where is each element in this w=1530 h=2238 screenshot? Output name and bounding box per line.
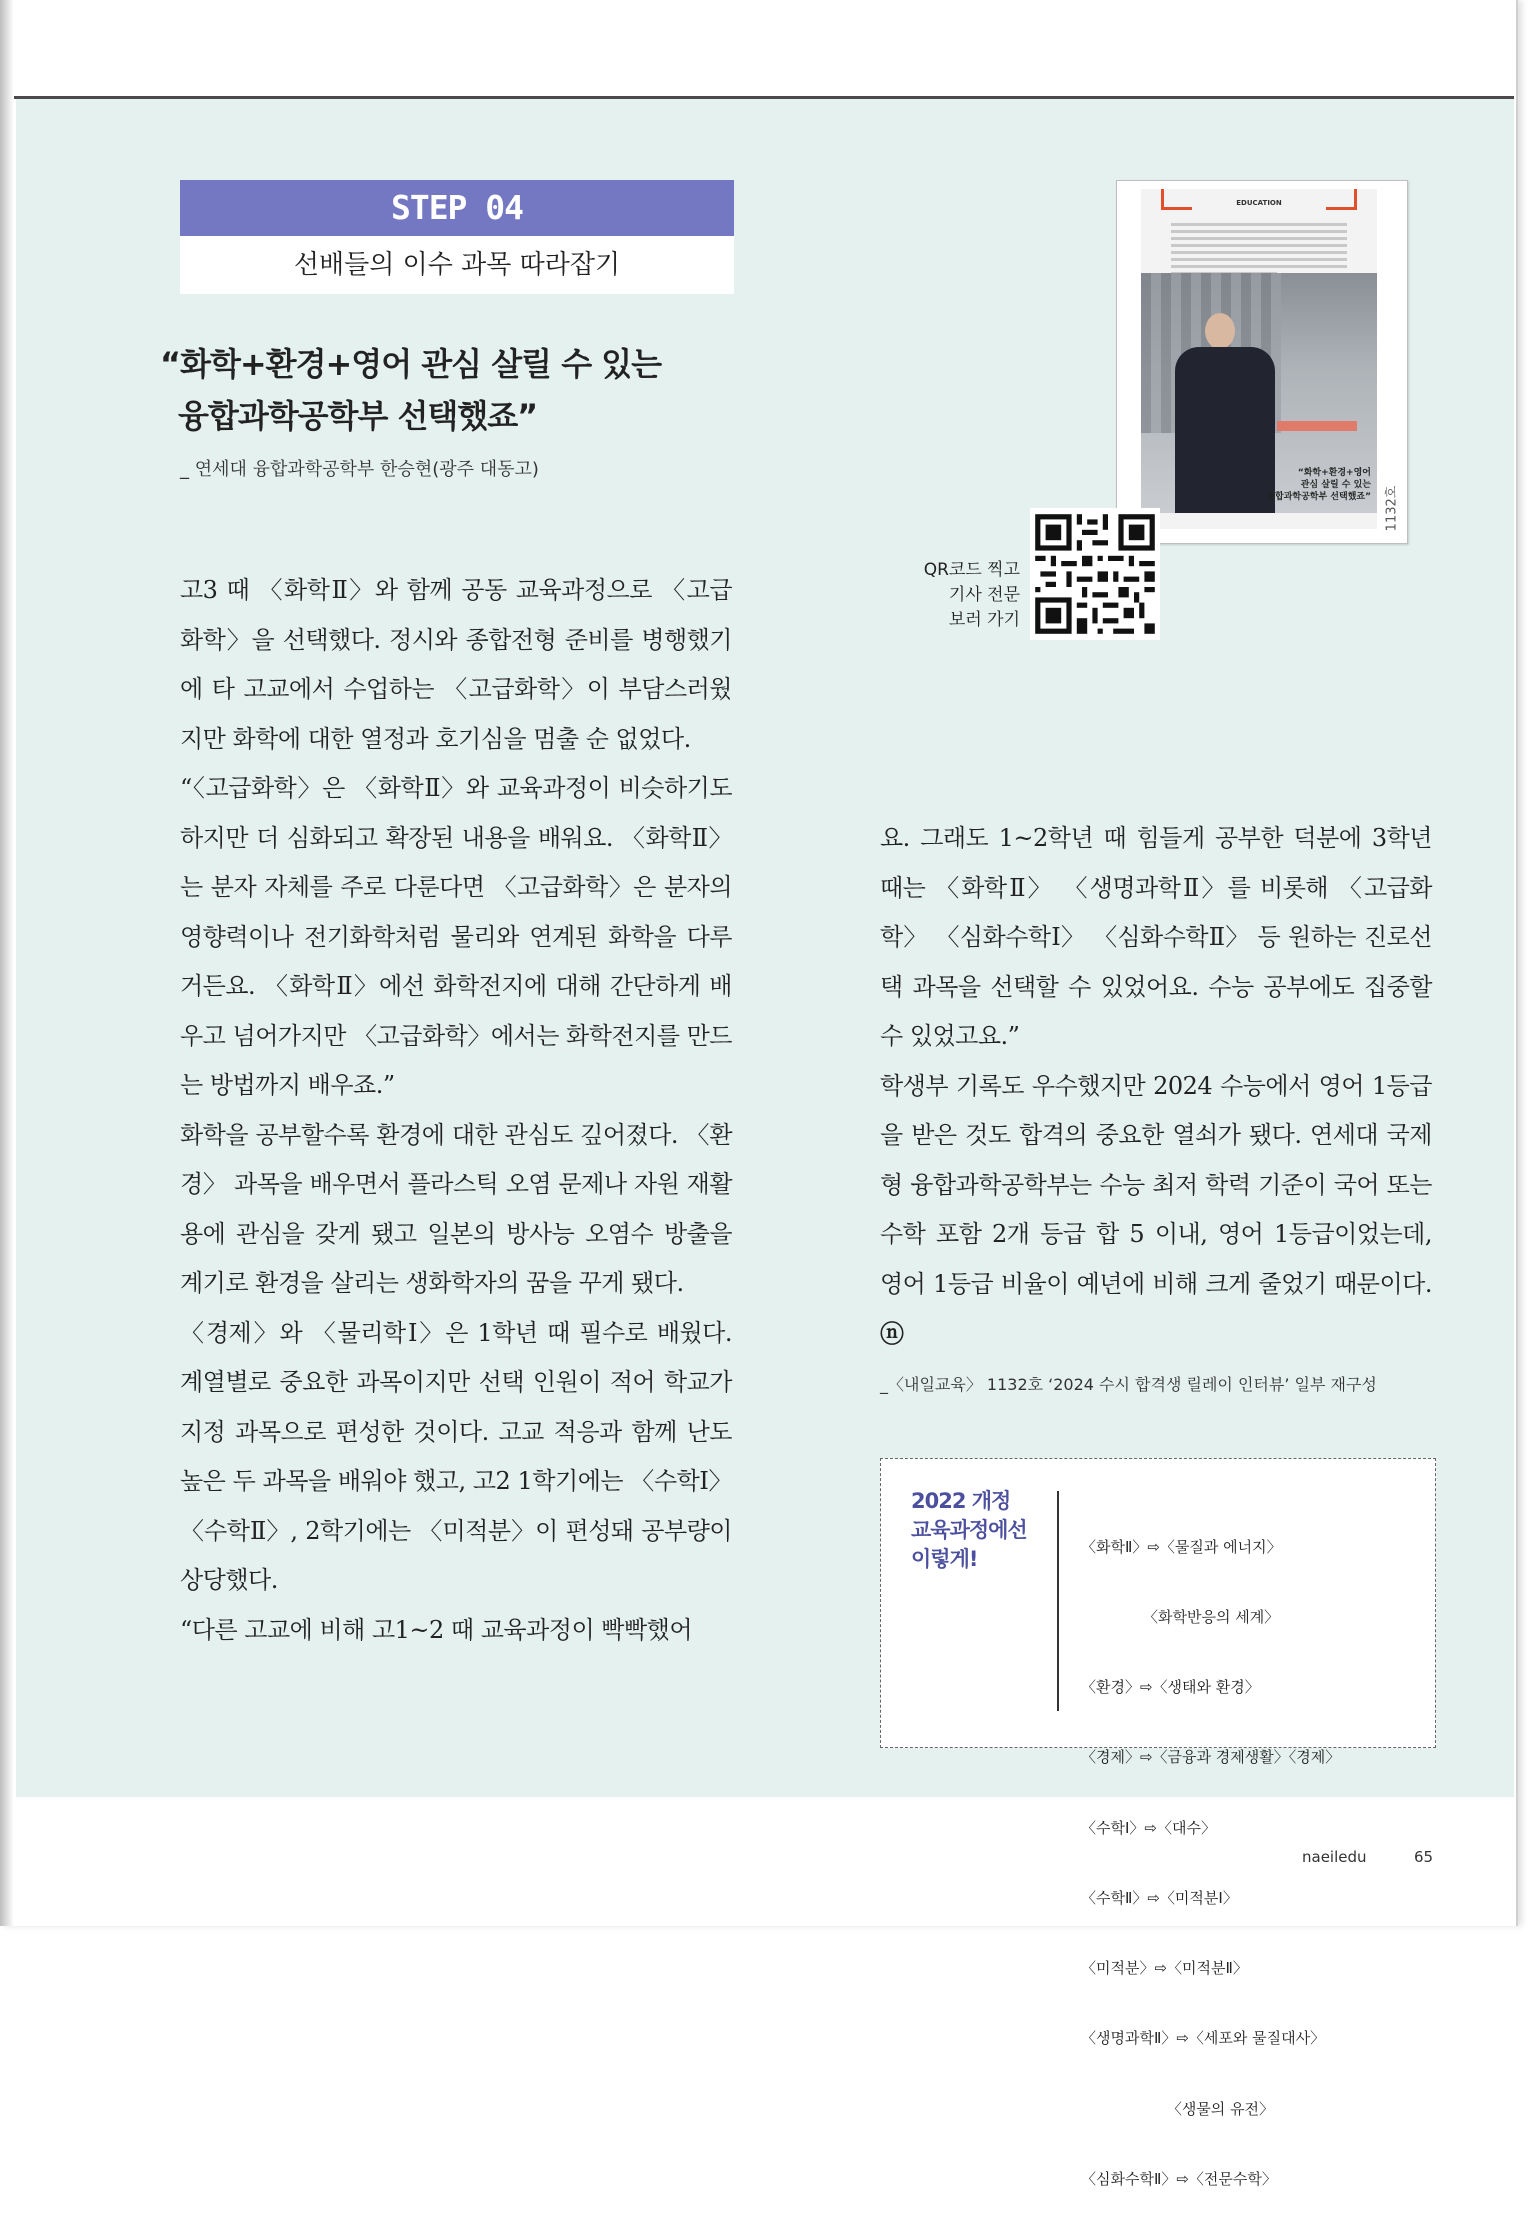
list-item: 〈경제〉⇨〈금융과 경제생활〉〈경제〉: [1081, 1748, 1341, 1767]
headline: [160, 338, 661, 442]
magazine-thumbnail: [1116, 180, 1408, 544]
paragraph: “〈고급화학〉은 〈화학Ⅱ〉와 교육과정이 비슷하기도 하지만 더 심화되고 확장된 내용을 배워요. 〈화학Ⅱ〉는 분자 자체를 주로 다룬다면 〈고급화학〉은 분자의 영향력이나 전기화학처럼 물리와 연계된 화학을 다루거든요. 〈화학Ⅱ〉에선 화학전지에 대해 간단하게 배우고 넘어가지만 〈고급화학〉에서는 화학전지를 만드는 방법까지 배우죠.”: [180, 774, 732, 1099]
list-item: 〈화학Ⅱ〉⇨〈물질과 에너지〉: [1081, 1537, 1282, 1556]
paragraph: 화학을 공부할수록 환경에 대한 관심도 깊어졌다. 〈환경〉 과목을 배우면서 플라스틱 오염 문제나 자원 재활용에 관심을 갖게 됐고 일본의 방사능 오염수 방출을 계기로 환경을 살리는 생화학자의 꿈을 꾸게 됐다.: [180, 1120, 732, 1297]
list-item: 〈생물의 유전〉: [1081, 2099, 1275, 2118]
note-title-line: 이렇게!: [911, 1547, 978, 1571]
magazine-section-label: EDUCATION: [1236, 199, 1282, 207]
step-title: STEP 04: [180, 180, 734, 236]
list-item: 〈심화수학Ⅱ〉⇨〈전문수학〉: [1081, 2169, 1277, 2188]
source-credit: _〈내일교육〉 1132호 ‘2024 수시 합격생 릴레이 인터뷰’ 일부 재구성: [880, 1375, 1377, 1394]
qr-label-line: QR코드 찍고: [923, 560, 1020, 580]
note-title: [911, 1487, 1046, 1574]
qr-label-line: 보러 가기: [948, 610, 1020, 630]
paragraph: [880, 1062, 1432, 1360]
list-item: 〈화학반응의 세계〉: [1081, 1608, 1280, 1627]
qr-label: [900, 558, 1020, 633]
paragraph: “다른 고교에 비해 고1~2 때 교육과정이 빡빡했어: [180, 1615, 693, 1644]
magazine-page: [1141, 189, 1377, 529]
step-subtitle: 선배들의 이수 과목 따라잡기: [180, 236, 734, 294]
article-column-right: [880, 814, 1432, 1360]
step-box: [180, 180, 734, 294]
paragraph: 요. 그래도 1~2학년 때 힘들게 공부한 덕분에 3학년 때는 〈화학Ⅱ〉 〈생명과학Ⅱ〉를 비롯해 〈고급화학〉 〈심화수학Ⅰ〉 〈심화수학Ⅱ〉 등 원하는 진로선택 과목을 선택할 수 있었어요. 수능 공부에도 집중할 수 있었고요.”: [880, 824, 1432, 1050]
list-item: 〈환경〉⇨〈생태와 환경〉: [1081, 1678, 1260, 1697]
headline-line-1: “화학+환경+영어 관심 살릴 수 있는: [160, 345, 662, 383]
note-title-line: 교육과정에선: [911, 1518, 1027, 1542]
page-number: 65: [1414, 1848, 1434, 1866]
paragraph: 고3 때 〈화학Ⅱ〉와 함께 공동 교육과정으로 〈고급화학〉을 선택했다. 정시와 종합전형 준비를 병행했기에 타 고교에서 수업하는 〈고급화학〉이 부담스러웠지만 화학에 대한 열정과 호기심을 멈출 순 없었다.: [180, 576, 732, 753]
footer-brand: naeiledu: [1302, 1848, 1367, 1866]
end-mark-icon: ⓝ: [880, 1319, 904, 1348]
issue-number: 1132호: [1384, 485, 1400, 532]
article-column-left: [180, 566, 732, 1655]
magazine-text-lines: [1171, 223, 1347, 279]
paragraph: 〈경제〉와 〈물리학Ⅰ〉은 1학년 때 필수로 배웠다. 계열별로 중요한 과목이지만 선택 인원이 적어 학교가 지정 과목으로 편성한 것이다. 고교 적응과 함께 난도 높은 두 과목을 배워야 했고, 고2 1학기에는 〈수학Ⅰ〉 〈수학Ⅱ〉, 2학기에는 〈미적분〉이 편성돼 공부량이 상당했다.: [180, 1318, 732, 1594]
list-item: 〈수학Ⅱ〉⇨〈미적분Ⅰ〉: [1081, 1888, 1238, 1907]
note-divider: [1057, 1491, 1059, 1711]
byline: _ 연세대 융합과학공학부 한승현(광주 대동고): [180, 459, 539, 480]
qr-code-icon[interactable]: [1030, 508, 1160, 640]
note-title-line: 2022 개정: [911, 1489, 1011, 1513]
headline-line-2: 융합과학공학부 선택했죠”: [178, 397, 538, 435]
list-item: 〈생명과학Ⅱ〉⇨〈세포와 물질대사〉: [1081, 2029, 1326, 2048]
list-item: 〈수학Ⅰ〉⇨〈대수〉: [1081, 1818, 1216, 1837]
paragraph-text: 학생부 기록도 우수했지만 2024 수능에서 영어 1등급을 받은 것도 합격의 중요한 열쇠가 됐다. 연세대 국제형 융합과학공학부는 수능 최저 학력 기준이 국어 또는 수학 포함 2개 등급 합 5 이내, 영어 1등급이었는데, 영어 1등급 비율이 예년에 비해 크게 줄었기 때문이다.: [880, 1071, 1432, 1298]
magazine-quote: “화학+환경+영어 관심 살릴 수 있는 융합과학공학부 선택했죠”: [1266, 468, 1371, 502]
magazine-tag: [1277, 421, 1357, 431]
person-head: [1205, 313, 1235, 349]
qr-label-line: 기사 전문: [948, 585, 1020, 605]
list-item: 〈미적분〉⇨〈미적분Ⅱ〉: [1081, 1959, 1248, 1978]
